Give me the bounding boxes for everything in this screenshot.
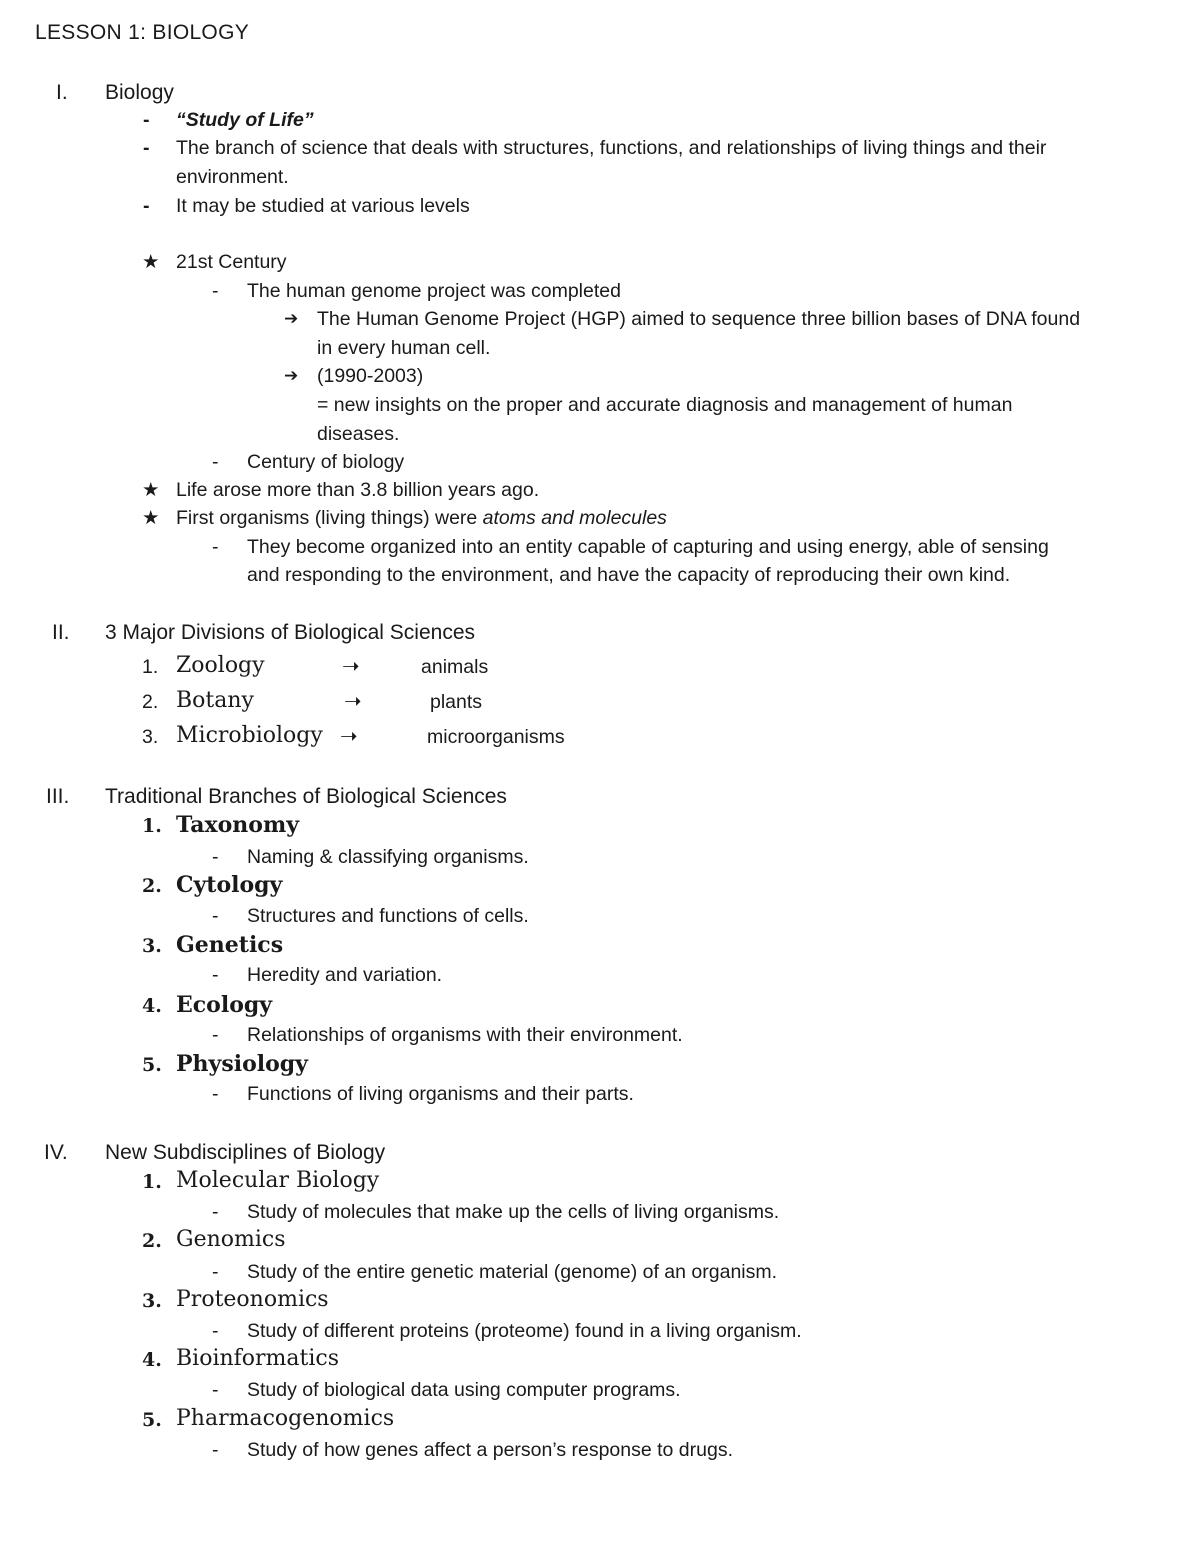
subdiscipline-description: Study of how genes affect a person’s response to drugs. (247, 1439, 734, 1461)
division-name: Microbiology (176, 723, 323, 748)
section-4-number: IV. (44, 1141, 68, 1164)
dash-bullet: - (212, 1379, 219, 1401)
page-title: LESSON 1: BIOLOGY (35, 21, 250, 44)
branch-description: Relationships of organisms with their environment. (247, 1024, 683, 1046)
division-description: animals (421, 656, 489, 678)
subdiscipline-name: Molecular Biology (176, 1168, 380, 1193)
right-arrow-icon: ➝ (342, 655, 360, 678)
biology-definition-line-2: environment. (176, 166, 289, 188)
subdiscipline-number: 1. (142, 1171, 162, 1193)
star-bullet-icon: ★ (142, 251, 160, 273)
section-4-heading: New Subdisciplines of Biology (105, 1141, 386, 1164)
section-2-heading: 3 Major Divisions of Biological Sciences (105, 621, 475, 644)
century-label: 21st Century (176, 251, 287, 273)
subdiscipline-number: 5. (142, 1409, 162, 1431)
branch-number: 5. (142, 1054, 162, 1076)
branch-description: Structures and functions of cells. (247, 905, 529, 927)
life-arose-text: Life arose more than 3.8 billion years ago. (176, 479, 540, 501)
dash-bullet: - (212, 1083, 219, 1105)
subdiscipline-name: Pharmacogenomics (176, 1406, 395, 1431)
branch-name: Ecology (176, 992, 273, 1018)
subdiscipline-name: Bioinformatics (176, 1346, 340, 1371)
subdiscipline-description: Study of molecules that make up the cells of living organisms. (247, 1201, 780, 1223)
hgp-detail-line-2: in every human cell. (317, 337, 491, 359)
arrow-bullet-icon: ➔ (284, 309, 299, 328)
hgp-detail-line-1: The Human Genome Project (HGP) aimed to sequence three billion bases of DNA found (317, 308, 1081, 330)
subdiscipline-number: 2. (142, 1230, 162, 1252)
first-organisms-text (176, 509, 667, 529)
hgp-insight-line-2: diseases. (317, 423, 400, 445)
biology-definition-line-1: The branch of science that deals with structures, functions, and relationships of living things and their (176, 137, 1047, 159)
subdiscipline-description: Study of the entire genetic material (genome) of an organism. (247, 1261, 778, 1283)
organized-line-2: and responding to the environment, and have the capacity of reproducing their own kind. (247, 564, 1011, 586)
division-description: microorganisms (427, 726, 565, 748)
branch-description: Heredity and variation. (247, 964, 443, 986)
bullet-dash: - (143, 109, 150, 131)
subdiscipline-number: 3. (142, 1290, 162, 1312)
division-number: 1. (142, 656, 159, 678)
first-organisms-emphasis: atoms and molecules (482, 507, 667, 529)
division-name: Zoology (176, 653, 265, 678)
organized-line-1: They become organized into an entity capable of capturing and using energy, able of sensing (247, 536, 1049, 558)
century-of-biology-text: Century of biology (247, 451, 405, 473)
hgp-years: (1990-2003) (317, 365, 424, 387)
dash-bullet: - (212, 1201, 219, 1223)
dash-bullet: - (212, 846, 219, 868)
dash-bullet: - (212, 451, 219, 473)
branch-name: Genetics (176, 932, 284, 958)
bullet-dash: - (143, 195, 150, 217)
branch-description: Functions of living organisms and their parts. (247, 1083, 634, 1105)
dash-bullet: - (212, 905, 219, 927)
dash-bullet: - (212, 1439, 219, 1461)
biology-definition-quote: “Study of Life” (176, 109, 314, 131)
section-3-number: III. (46, 785, 70, 808)
subdiscipline-number: 4. (142, 1349, 162, 1371)
hgp-completed-text: The human genome project was completed (247, 280, 621, 302)
section-1-heading: Biology (105, 81, 174, 104)
division-description: plants (430, 691, 483, 713)
branch-number: 4. (142, 995, 162, 1017)
section-1-number: I. (56, 81, 68, 104)
right-arrow-icon: ➝ (344, 690, 362, 713)
branch-number: 2. (142, 875, 162, 897)
star-bullet-icon: ★ (142, 507, 160, 529)
subdiscipline-description: Study of different proteins (proteome) found in a living organism. (247, 1320, 802, 1342)
star-bullet-icon: ★ (142, 479, 160, 501)
division-name: Botany (176, 688, 254, 713)
section-2-number: II. (52, 621, 70, 644)
branch-name: Cytology (176, 872, 283, 898)
dash-bullet: - (212, 1024, 219, 1046)
dash-bullet: - (212, 536, 219, 558)
branch-number: 1. (142, 815, 162, 837)
bullet-dash: - (143, 137, 150, 159)
branch-name: Taxonomy (176, 812, 300, 838)
section-3-heading: Traditional Branches of Biological Sciences (105, 785, 507, 808)
biology-levels-text: It may be studied at various levels (176, 195, 470, 217)
division-number: 2. (142, 691, 159, 713)
branch-number: 3. (142, 935, 162, 957)
subdiscipline-name: Proteonomics (176, 1287, 329, 1312)
dash-bullet: - (212, 964, 219, 986)
dash-bullet: - (212, 280, 219, 302)
first-organisms-prefix: First organisms (living things) were (176, 507, 483, 529)
subdiscipline-name: Genomics (176, 1227, 286, 1252)
subdiscipline-description: Study of biological data using computer programs. (247, 1379, 681, 1401)
division-number: 3. (142, 726, 159, 748)
arrow-bullet-icon: ➔ (284, 366, 299, 385)
dash-bullet: - (212, 1261, 219, 1283)
right-arrow-icon: ➝ (340, 725, 358, 748)
branch-description: Naming & classifying organisms. (247, 846, 529, 868)
hgp-insight-line-1: = new insights on the proper and accurate diagnosis and management of human (317, 394, 1013, 416)
dash-bullet: - (212, 1320, 219, 1342)
branch-name: Physiology (176, 1051, 308, 1077)
